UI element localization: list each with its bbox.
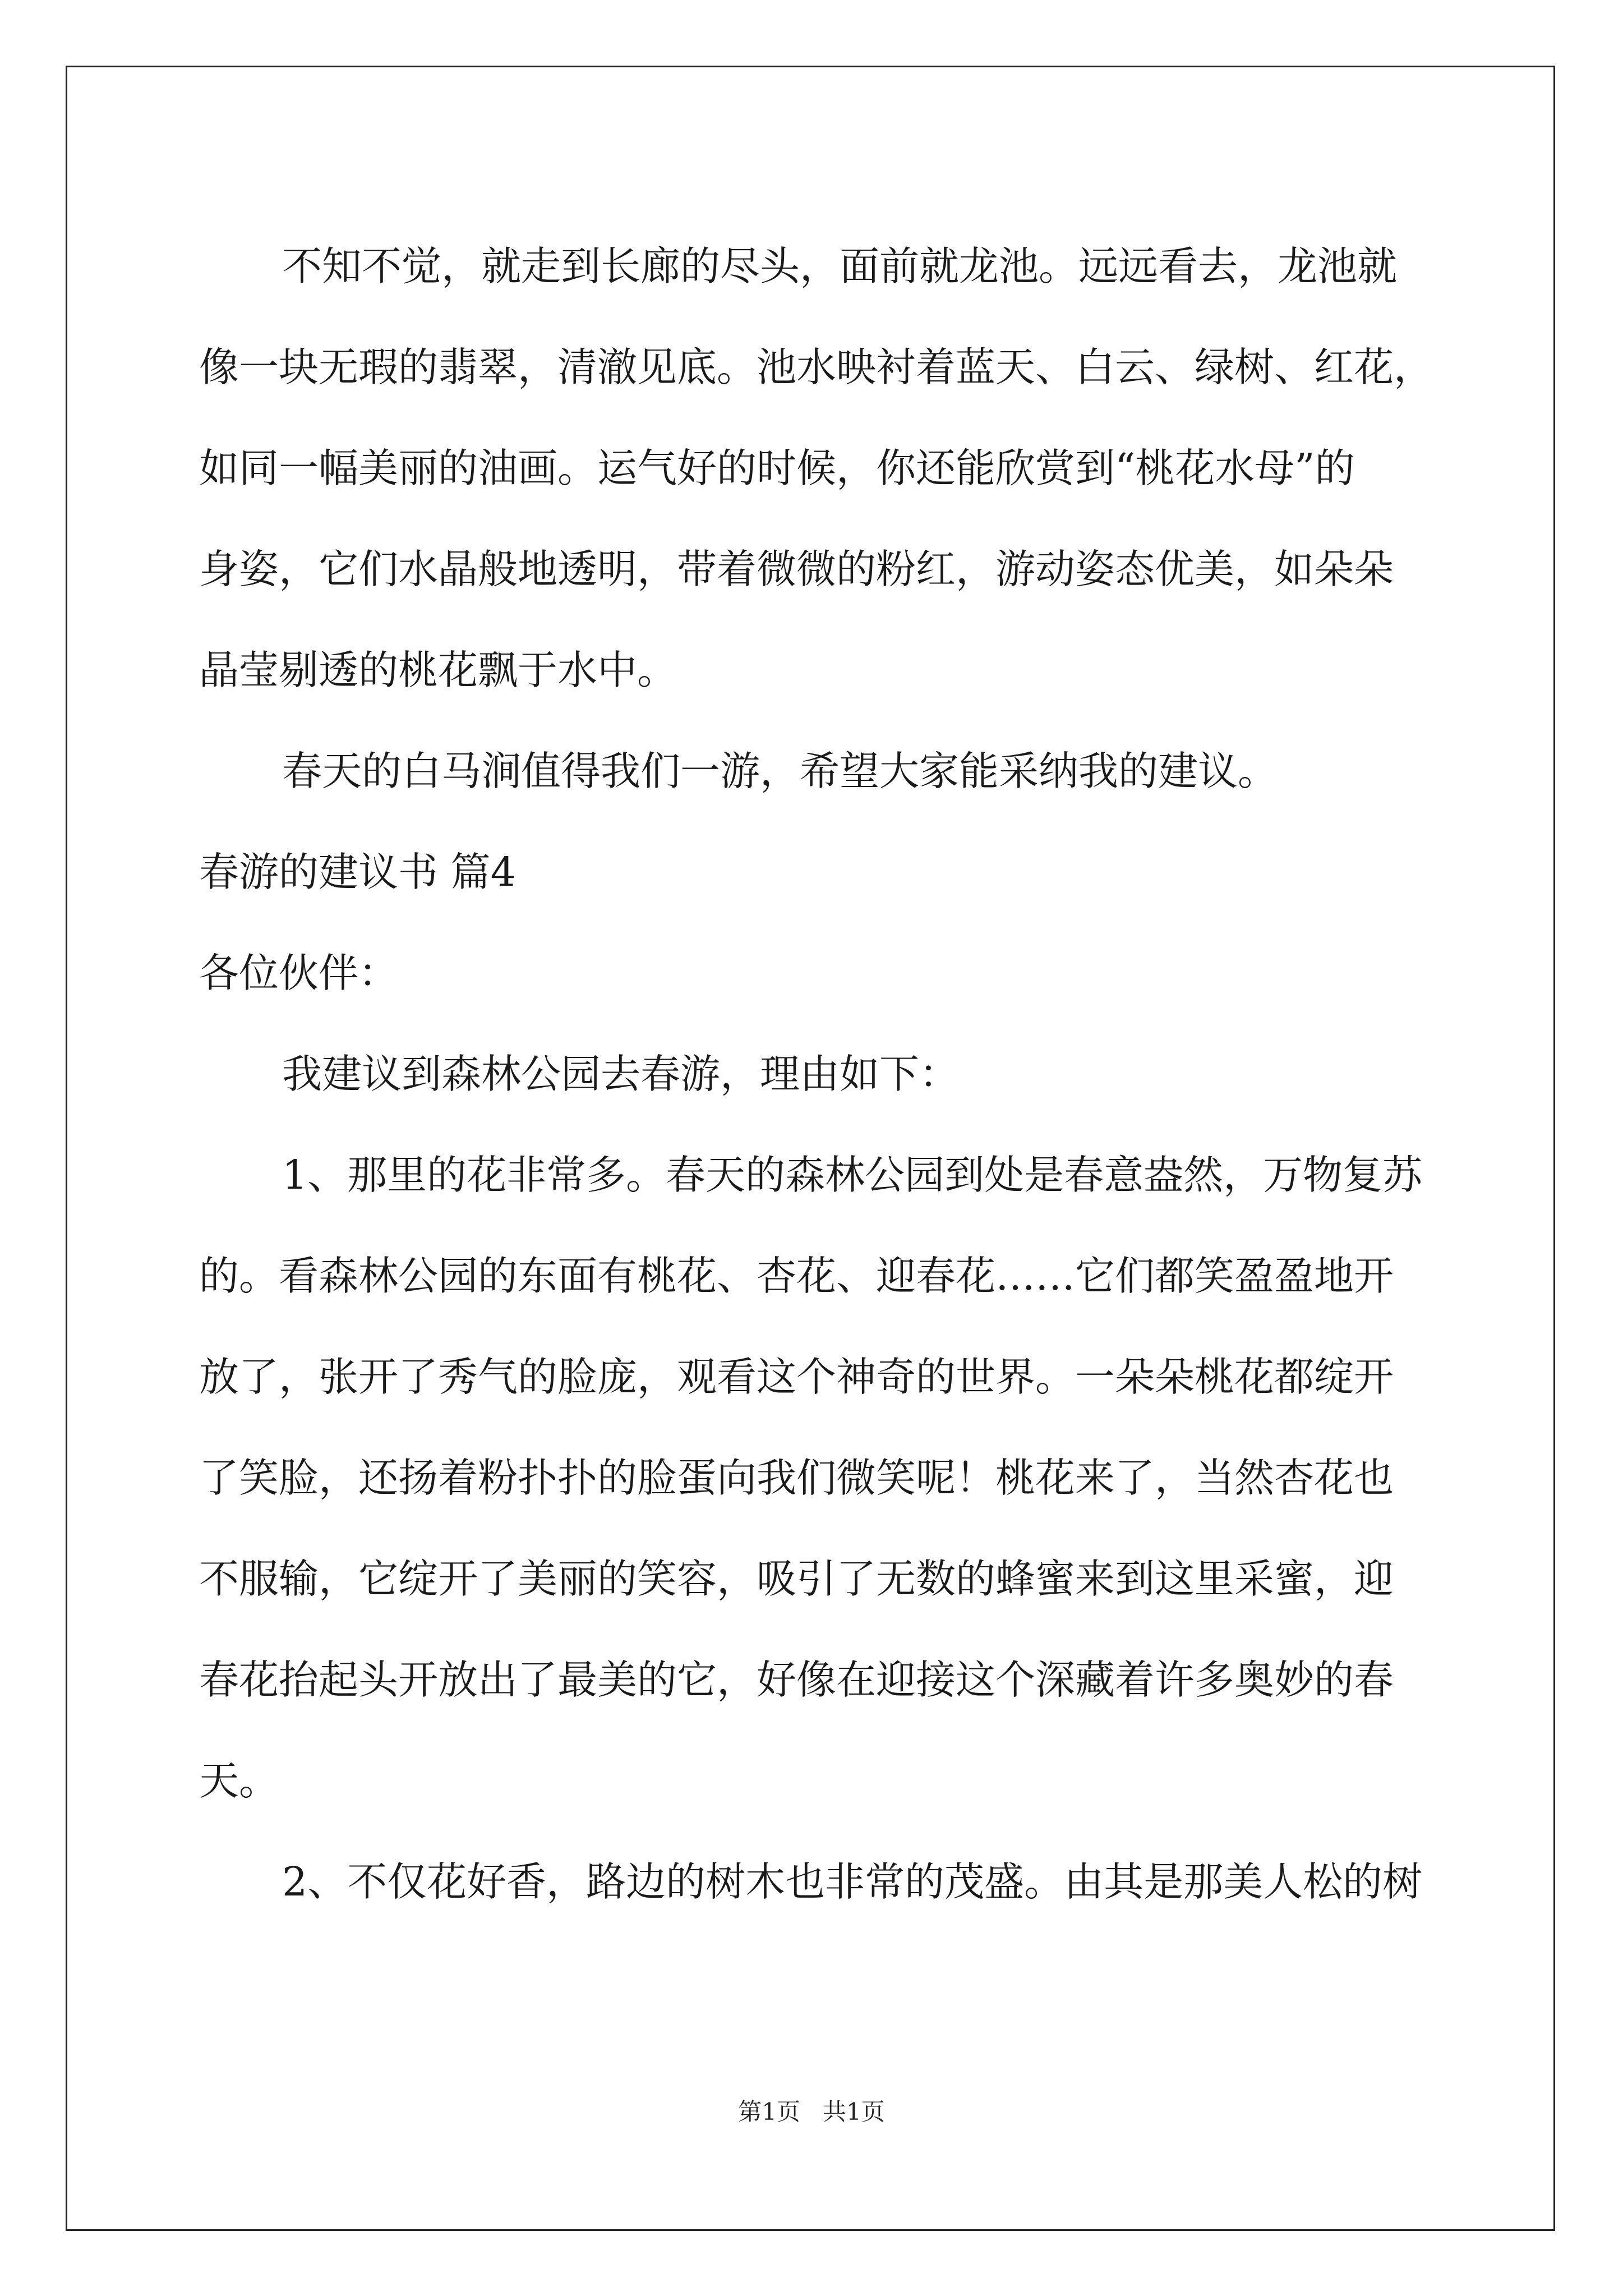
text-line: 晶莹剔透的桃花飘于水中。 (199, 647, 677, 693)
page-total: 共1页 (823, 2098, 885, 2125)
text-line: 如同一幅美丽的油画。运气好的时候，你还能欣赏到“桃花水母”的 (199, 445, 1355, 491)
page-number: 第1页 (738, 2098, 800, 2125)
text-line: 像一块无瑕的翡翠，清澈见底。池水映衬着蓝天、白云、绿树、红花， (199, 344, 1434, 390)
text-line: 春花抬起头开放出了最美的它，好像在迎接这个深藏着许多奥妙的春 (199, 1657, 1394, 1703)
text-line: 1、那里的花非常多。春天的森林公园到处是春意盎然，万物复苏 (282, 1152, 1423, 1198)
text-line: 不知不觉，就走到长廊的尽头，面前就龙池。远远看去，龙池就 (282, 243, 1398, 289)
text-line: 了笑脸，还扬着粉扑扑的脸蛋向我们微笑呢！桃花来了，当然杏花也 (199, 1455, 1394, 1501)
text-line: 天。 (199, 1757, 279, 1804)
text-line: 的。看森林公园的东面有桃花、杏花、迎春花……它们都笑盈盈地开 (199, 1253, 1394, 1299)
text-line: 不服输，它绽开了美丽的笑容，吸引了无数的蜂蜜来到这里采蜜，迎 (199, 1556, 1394, 1602)
document-body (199, 216, 1433, 1932)
text-line: 放了，张开了秀气的脸庞，观看这个神奇的世界。一朵朵桃花都绽开 (199, 1354, 1394, 1400)
salutation: 各位伙伴： (199, 950, 399, 996)
page-footer (0, 2095, 1623, 2129)
text-line: 春天的白马涧值得我们一游，希望大家能采纳我的建议。 (282, 748, 1278, 794)
text-line: 我建议到森林公园去春游，理由如下： (282, 1051, 960, 1097)
text-line: 身姿，它们水晶般地透明，带着微微的粉红，游动姿态优美，如朵朵 (199, 546, 1394, 592)
text-line: 2、不仅花好香，路边的树木也非常的茂盛。由其是那美人松的树 (282, 1858, 1423, 1905)
section-heading: 春游的建议书 篇4 (199, 849, 516, 895)
